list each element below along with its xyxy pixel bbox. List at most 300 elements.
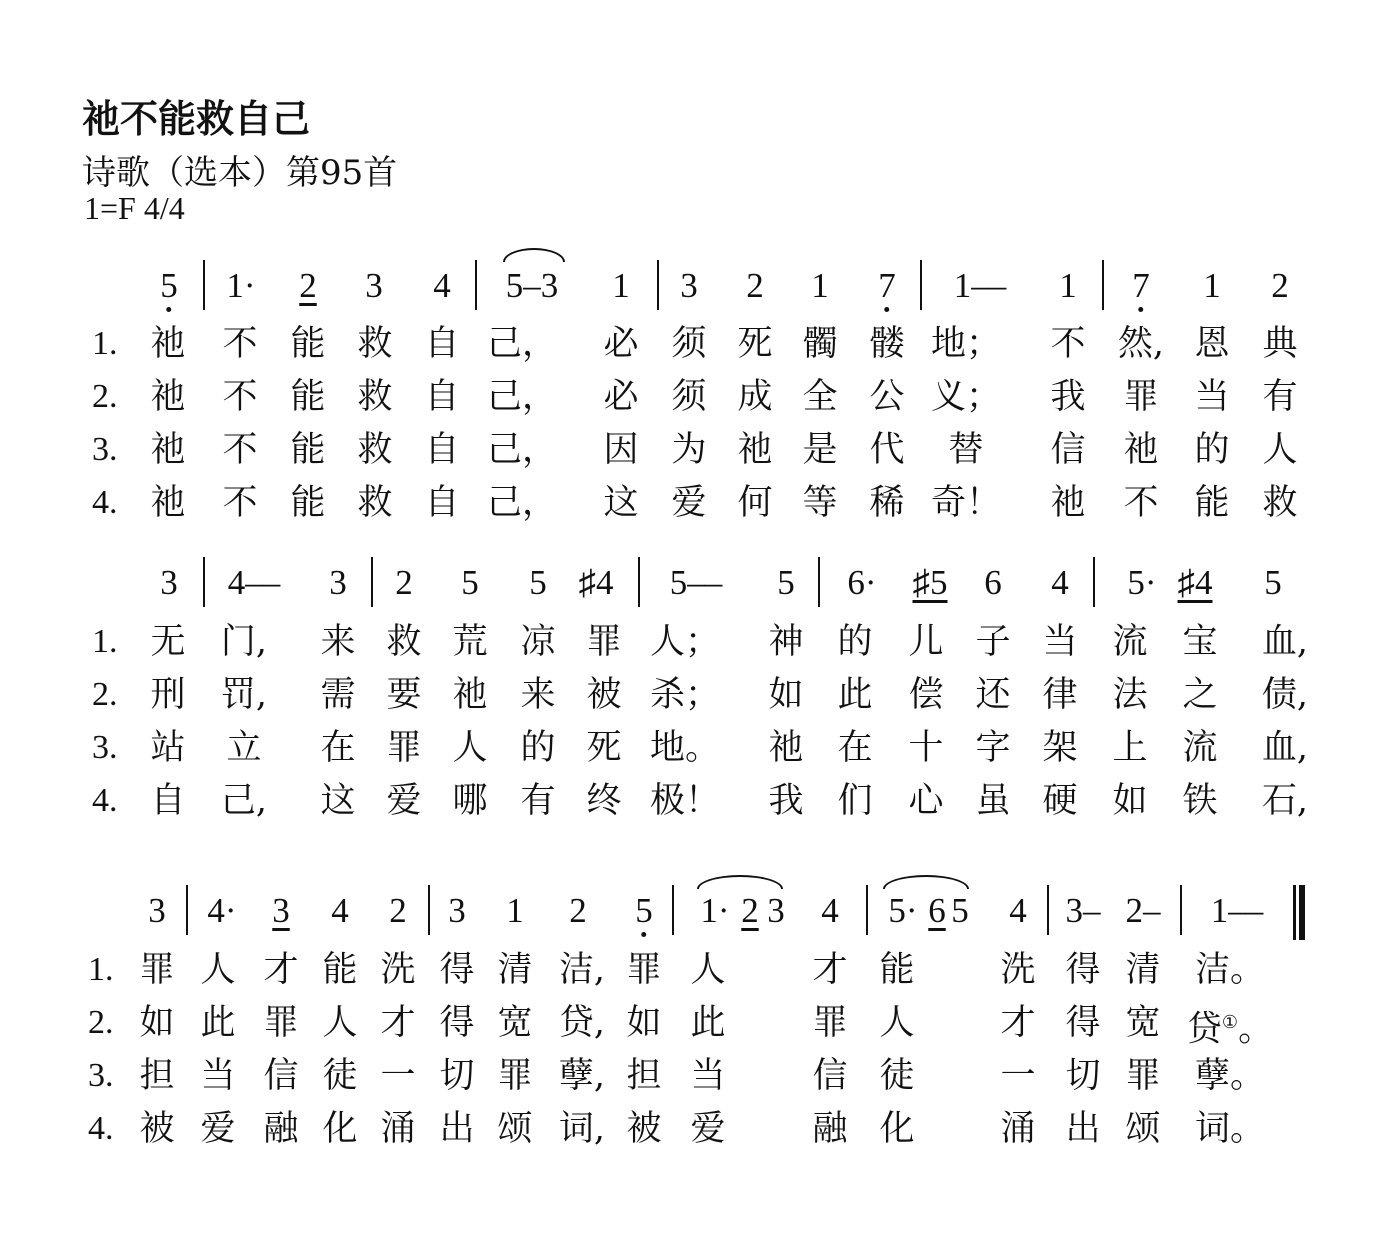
lyric-char: 然,	[1117, 324, 1165, 364]
lyric-char: 罚,	[220, 675, 268, 715]
note-digit: 5–3	[505, 266, 559, 305]
note-digit: 5	[635, 891, 653, 930]
verse-number: 3.	[92, 431, 118, 468]
lyric-char: 担	[626, 1056, 662, 1096]
note-digit: 3	[329, 563, 347, 602]
lyric-char: 们	[837, 781, 873, 821]
jianpu-note	[777, 563, 795, 603]
lyric-char: 能	[879, 950, 915, 990]
lyric-char: 宽	[1125, 1003, 1161, 1043]
note-digit: 3	[272, 891, 290, 930]
lyric-char: 典	[1262, 324, 1298, 364]
lyric-char: 死	[586, 728, 622, 768]
lyric-char: 自	[424, 430, 460, 470]
lyric-char: 一	[380, 1056, 416, 1096]
note-digit: 1	[506, 891, 524, 930]
note-digit: 4––	[227, 563, 281, 602]
barline	[203, 557, 205, 607]
verse-number: 2.	[88, 1004, 114, 1041]
lyric-char: 铁	[1182, 781, 1218, 821]
note-digit: 4·	[207, 891, 237, 930]
lyric-char: 髑	[802, 324, 838, 364]
note-digit: ♯4	[578, 563, 614, 602]
jianpu-note	[888, 891, 917, 931]
lyric-char: 的	[837, 622, 873, 662]
lyric-char: 这	[603, 483, 639, 523]
verse-number: 1.	[88, 951, 114, 988]
note-digit: 2	[299, 266, 317, 305]
lyric-char: 须	[671, 324, 707, 364]
lyric-char: 如	[1112, 781, 1148, 821]
lyric-char: 罪	[1123, 377, 1159, 417]
lyric-char: 涌	[380, 1109, 416, 1149]
note-digit: 2	[746, 266, 764, 305]
lyric-char: 宽	[497, 1003, 533, 1043]
lyric-char: 来	[320, 622, 356, 662]
note-digit: 3	[160, 563, 178, 602]
lyric-char: 祂	[150, 483, 186, 523]
lyric-char: 洁,	[558, 950, 606, 990]
lyric-char: 祂	[1123, 430, 1159, 470]
jianpu-note	[746, 266, 764, 306]
jianpu-note	[928, 891, 946, 931]
jianpu-note	[365, 266, 383, 306]
lyric-char: 得	[439, 950, 475, 990]
lyric-char: 涌	[1000, 1109, 1036, 1149]
lyric-char: 此	[837, 675, 873, 715]
lyric-char: 凉	[520, 622, 556, 662]
jianpu-note	[228, 563, 281, 603]
jianpu-note	[954, 266, 1007, 306]
lyric-char: 因	[603, 430, 639, 470]
barline	[1093, 557, 1095, 607]
lyric-char: 祂	[1050, 483, 1086, 523]
lyric-char: 人	[452, 728, 488, 768]
jianpu-note	[1059, 266, 1077, 306]
jianpu-note	[1203, 266, 1221, 306]
lyric-char: 洁。	[1194, 950, 1266, 990]
lyric-char: 罪	[263, 1003, 299, 1043]
tie-slur	[697, 875, 783, 889]
lyric-char: 自	[424, 324, 460, 364]
lyric-char: 十	[908, 728, 944, 768]
lyric-char: 己，	[486, 430, 558, 470]
verse-number: 4.	[92, 782, 118, 819]
lyric-char: 极！	[649, 781, 721, 821]
lyric-char: 不	[1050, 324, 1086, 364]
verse-number: 2.	[92, 676, 118, 713]
note-digit: 5	[1264, 563, 1282, 602]
lyric-char: 信	[263, 1056, 299, 1096]
lyric-char: 祂	[737, 430, 773, 470]
lyric-char: 债,	[1261, 675, 1309, 715]
lyric-char: 律	[1042, 675, 1078, 715]
jianpu-note	[148, 891, 166, 931]
lyric-char: 救	[1262, 483, 1298, 523]
jianpu-note	[741, 891, 759, 931]
lyric-char: 的	[520, 728, 556, 768]
lyric-char: 才	[263, 950, 299, 990]
jianpu-note	[878, 266, 896, 306]
jianpu-note	[331, 891, 349, 931]
jianpu-note	[670, 563, 723, 603]
jianpu-note	[1211, 891, 1264, 931]
note-digit: 4	[1051, 563, 1069, 602]
note-digit: 5	[461, 563, 479, 602]
lyric-char: 能	[290, 430, 326, 470]
barline	[638, 557, 640, 607]
jianpu-note	[207, 891, 236, 931]
lyric-char: 之	[1182, 675, 1218, 715]
hymn-subtitle: 诗歌（选本）第95首	[82, 153, 398, 193]
lyric-char: 当	[1194, 377, 1230, 417]
lyric-char: 洗	[380, 950, 416, 990]
lyric-char: 人	[322, 1003, 358, 1043]
jianpu-note	[329, 563, 347, 603]
lyric-char: 才	[812, 950, 848, 990]
note-digit: 5	[951, 891, 969, 930]
lyric-char: 的	[1194, 430, 1230, 470]
lyric-char: 替	[948, 430, 984, 470]
lyric-char: 血,	[1261, 622, 1309, 662]
lyric-char: 如	[139, 1003, 175, 1043]
lyric-char: 爱	[690, 1109, 726, 1149]
lyric-char: 石,	[1261, 781, 1309, 821]
jianpu-note	[847, 563, 876, 603]
lyric-char: 流	[1112, 622, 1148, 662]
lyric-char: 在	[320, 728, 356, 768]
lyric-char: 罪	[386, 728, 422, 768]
jianpu-note	[569, 891, 587, 931]
jianpu-note	[1132, 266, 1150, 306]
lyric-char: 能	[1194, 483, 1230, 523]
jianpu-note	[1264, 563, 1282, 603]
lyric-char: 颂	[1125, 1109, 1161, 1149]
lyric-char: 成	[737, 377, 773, 417]
barline	[818, 557, 820, 607]
jianpu-note	[1271, 266, 1289, 306]
verse-number: 3.	[88, 1057, 114, 1094]
lyric-char: 词,	[558, 1109, 606, 1149]
lyric-char: 孽。	[1194, 1056, 1266, 1096]
lyric-char: 罪	[139, 950, 175, 990]
jianpu-note	[299, 266, 317, 306]
lyric-char: 恩	[1194, 324, 1230, 364]
note-digit: 2–	[1125, 891, 1161, 930]
lyric-char: 才	[380, 1003, 416, 1043]
lyric-char: 必	[603, 377, 639, 417]
lyric-char: 硬	[1042, 781, 1078, 821]
lyric-char: 不	[222, 483, 258, 523]
lyric-char: 罪	[626, 950, 662, 990]
lyric-char: 爱	[200, 1109, 236, 1149]
lyric-char: 有	[520, 781, 556, 821]
note-digit: 3	[767, 891, 785, 930]
lyric-char: 孽,	[558, 1056, 606, 1096]
jianpu-note	[984, 563, 1002, 603]
lyric-char: 人	[200, 950, 236, 990]
lyric-char: 人；	[649, 622, 721, 662]
jianpu-note	[951, 891, 969, 931]
jianpu-note	[1126, 891, 1161, 931]
lyric-char: 爱	[386, 781, 422, 821]
lyric-char: 血,	[1261, 728, 1309, 768]
lyric-char: 得	[439, 1003, 475, 1043]
note-digit: 5·	[1127, 563, 1157, 602]
jianpu-note	[389, 891, 407, 931]
barline	[371, 557, 373, 607]
lyric-char: 能	[322, 950, 358, 990]
lyric-char: 人	[1262, 430, 1298, 470]
note-digit: 7	[1132, 266, 1150, 305]
note-digit: 4	[331, 891, 349, 930]
lyric-char: 还	[975, 675, 1011, 715]
note-digit: ♯5	[912, 563, 948, 602]
lyric-char: 髅	[869, 324, 905, 364]
lyric-char: 救	[357, 430, 393, 470]
jianpu-note	[811, 266, 829, 306]
lyric-char: 化	[879, 1109, 915, 1149]
verse-number: 3.	[92, 729, 118, 766]
lyric-char: 须	[671, 377, 707, 417]
lyric-char: 需	[320, 675, 356, 715]
lyric-char: 被	[586, 675, 622, 715]
jianpu-note	[821, 891, 839, 931]
jianpu-note	[913, 563, 948, 603]
lyric-char: 稀	[869, 483, 905, 523]
lyric-char: 当	[200, 1056, 236, 1096]
footnote-period: 。	[1238, 1009, 1274, 1050]
note-digit: 2	[395, 563, 413, 602]
jianpu-note	[700, 891, 729, 931]
jianpu-note	[1127, 563, 1156, 603]
lyric-char: 神	[768, 622, 804, 662]
verse-number: 4.	[88, 1110, 114, 1147]
note-digit: 1	[1203, 266, 1221, 305]
lyric-char: 爱	[671, 483, 707, 523]
lyric-char: 洗	[1000, 950, 1036, 990]
lyric-char: 祂	[150, 377, 186, 417]
tie-slur	[883, 875, 969, 889]
lyric-char: 义；	[930, 377, 1002, 417]
lyric-char: 无	[150, 622, 186, 662]
lyric-char: 才	[1000, 1003, 1036, 1043]
lyric-char: 偿	[908, 675, 944, 715]
barline	[866, 885, 868, 935]
note-digit: 4	[1009, 891, 1027, 930]
lyric-char: 全	[802, 377, 838, 417]
lyric-char: 虽	[975, 781, 1011, 821]
lyric-char: 一	[1000, 1056, 1036, 1096]
lyric-char: 不	[222, 430, 258, 470]
lyric-char: 心	[908, 781, 944, 821]
note-digit: 1	[612, 266, 630, 305]
lyric-char: 杀；	[649, 675, 721, 715]
lyric-char: 何	[737, 483, 773, 523]
final-barline-thin	[1293, 885, 1296, 940]
final-barline-thick	[1299, 885, 1305, 940]
lyric-char: 切	[439, 1056, 475, 1096]
note-digit: 1	[811, 266, 829, 305]
lyric-char: 终	[586, 781, 622, 821]
jianpu-note	[680, 266, 698, 306]
lyric-char: 能	[290, 324, 326, 364]
lyric-char: 祂	[768, 728, 804, 768]
note-digit: 4	[821, 891, 839, 930]
lyric-char: 奇！	[930, 483, 1002, 523]
lyric-char: 融	[263, 1109, 299, 1149]
lyric-char: 人	[690, 950, 726, 990]
note-digit: 7	[878, 266, 896, 305]
lyric-char: 如	[626, 1003, 662, 1043]
note-digit: 1·	[700, 891, 730, 930]
footnote-marker: ①	[1221, 1012, 1239, 1033]
lyric-char: 出	[439, 1109, 475, 1149]
lyric-char: 不	[222, 377, 258, 417]
lyric-char: 必	[603, 324, 639, 364]
note-digit: 2	[741, 891, 759, 930]
note-digit: 3–	[1065, 891, 1101, 930]
note-digit: 6	[928, 891, 946, 930]
verse-number: 1.	[92, 325, 118, 362]
barline	[657, 260, 659, 310]
lyric-char: 徒	[322, 1056, 358, 1096]
lyric-char: 当	[690, 1056, 726, 1096]
lyric-char: 门,	[220, 622, 268, 662]
lyric-char: 化	[322, 1109, 358, 1149]
lyric-char: 祂	[452, 675, 488, 715]
tie-slur	[503, 248, 565, 262]
jianpu-note	[160, 563, 178, 603]
jianpu-note	[579, 563, 614, 603]
verse-number: 2.	[92, 378, 118, 415]
barline	[475, 260, 477, 310]
barline	[1180, 885, 1182, 935]
lyric-char: 刑	[150, 675, 186, 715]
jianpu-note	[433, 266, 451, 306]
lyric-char: 己,	[220, 781, 268, 821]
note-digit: 3	[680, 266, 698, 305]
barline	[428, 885, 430, 935]
lyric-char: 不	[1123, 483, 1159, 523]
note-digit: 6	[984, 563, 1002, 602]
lyric-char: 我	[1050, 377, 1086, 417]
jianpu-note	[506, 891, 524, 931]
jianpu-note	[272, 891, 290, 931]
lyric-char: 罪	[1125, 1056, 1161, 1096]
lyric-char: 儿	[908, 622, 944, 662]
note-digit: 3	[448, 891, 466, 930]
lyric-char: 要	[386, 675, 422, 715]
lyric-char: 在	[837, 728, 873, 768]
note-digit: 5	[529, 563, 547, 602]
barline	[186, 885, 188, 935]
lyric-char: 这	[320, 781, 356, 821]
jianpu-note	[395, 563, 413, 603]
jianpu-note	[448, 891, 466, 931]
lyric-char: 担	[139, 1056, 175, 1096]
lyric-char: 信	[812, 1056, 848, 1096]
lyric-char: 来	[520, 675, 556, 715]
jianpu-note	[1009, 891, 1027, 931]
lyric-char: 荒	[452, 622, 488, 662]
lyric-char: 被	[139, 1109, 175, 1149]
lyric-char: 罪	[497, 1056, 533, 1096]
jianpu-note	[612, 266, 630, 306]
lyric-char: 自	[150, 781, 186, 821]
jianpu-note	[635, 891, 653, 931]
hymn-title: 祂不能救自己	[82, 97, 311, 141]
lyric-char: 流	[1182, 728, 1218, 768]
lyric-char: 当	[1042, 622, 1078, 662]
note-digit: 5––	[669, 563, 723, 602]
note-digit: 5	[160, 266, 178, 305]
note-digit: 1––	[953, 266, 1007, 305]
lyric-char: 能	[290, 483, 326, 523]
lyric-char: 代	[869, 430, 905, 470]
note-digit: 2	[569, 891, 587, 930]
lyric-char: 信	[1050, 430, 1086, 470]
lyric-char: 不	[222, 324, 258, 364]
note-digit: 3	[365, 266, 383, 305]
lyric-char: 祂	[150, 324, 186, 364]
lyric-char: 为	[671, 430, 707, 470]
lyric-char: 得	[1065, 950, 1101, 990]
lyric-char: 站	[150, 728, 186, 768]
lyric-char: 救	[386, 622, 422, 662]
lyric-char: 如	[768, 675, 804, 715]
lyric-char: 贷,	[558, 1003, 606, 1043]
lyric-char: 得	[1065, 1003, 1101, 1043]
lyric-char: 有	[1262, 377, 1298, 417]
lyric-char: 此	[690, 1003, 726, 1043]
lyric-char: 等	[802, 483, 838, 523]
note-digit: 1·	[226, 266, 256, 305]
lyric-char: 词。	[1194, 1109, 1266, 1149]
note-digit: ♯4	[1177, 563, 1213, 602]
note-digit: 2	[1271, 266, 1289, 305]
lyric-char: 清	[1125, 950, 1161, 990]
jianpu-note	[1066, 891, 1101, 931]
lyric-char: 自	[424, 377, 460, 417]
lyric-char: 人	[879, 1003, 915, 1043]
lyric-char: 救	[357, 377, 393, 417]
note-digit: 3	[148, 891, 166, 930]
jianpu-note	[1051, 563, 1069, 603]
lyric-char: 颂	[497, 1109, 533, 1149]
note-digit: 5	[777, 563, 795, 602]
verse-number: 1.	[92, 623, 118, 660]
lyric-char: 架	[1042, 728, 1078, 768]
barline	[1047, 885, 1049, 935]
lyric-char: 祂	[150, 430, 186, 470]
key-signature: 1=F 4/4	[84, 190, 185, 226]
lyric-char: 贷①。	[1186, 1009, 1274, 1050]
lyric-char: 出	[1065, 1109, 1101, 1149]
note-digit: 2	[389, 891, 407, 930]
lyric-char: 己，	[486, 483, 558, 523]
lyric-char: 能	[290, 377, 326, 417]
lyric-char: 被	[626, 1109, 662, 1149]
jianpu-note	[1178, 563, 1213, 603]
lyric-char: 上	[1112, 728, 1148, 768]
lyric-char: 此	[200, 1003, 236, 1043]
barline	[203, 260, 205, 310]
lyric-char: 自	[424, 483, 460, 523]
lyric-char: 罪	[812, 1003, 848, 1043]
note-digit: 4	[433, 266, 451, 305]
barline	[672, 885, 674, 935]
